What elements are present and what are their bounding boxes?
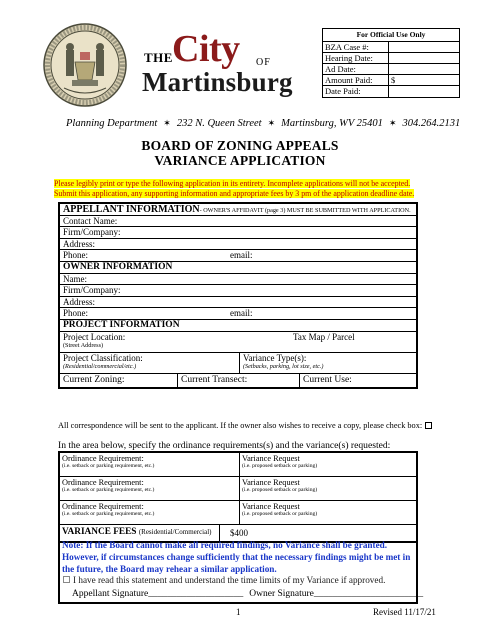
ordinance-requirement-label: Ordinance Requirement: (62, 454, 144, 463)
appellant-firm-field[interactable] (60, 227, 416, 239)
current-transect-cell[interactable] (178, 374, 300, 387)
notice-line-1: Please legibly print or type the following application in its entirety. Incomplete applications will not be accepted. (54, 179, 411, 188)
variance-request-label: Variance Request (242, 454, 300, 463)
official-value[interactable] (389, 64, 459, 74)
address-label: Address: (63, 296, 95, 307)
phone-label: Phone: (63, 308, 89, 319)
specify-instruction: In the area below, specify the ordinance requirements(s) and the variance(s) requested: (58, 440, 391, 451)
owner-heading: OWNER INFORMATION (63, 261, 173, 272)
variance-fees-label: VARIANCE FEES (62, 527, 137, 537)
name-label: Name: (63, 273, 87, 284)
variance-request-label: Variance Request (242, 478, 300, 487)
owner-signature-line[interactable]: Owner Signature_______________________ (249, 589, 424, 599)
official-use-box (322, 28, 460, 98)
variance-types-hint: (Setbacks, parking, lot size, etc.) (243, 362, 324, 370)
variance-request-cell[interactable] (240, 453, 416, 476)
owner-phone-row[interactable] (60, 308, 416, 320)
separator-icon: ✶ (267, 118, 276, 128)
application-form (58, 202, 418, 389)
current-zoning-cell[interactable] (60, 374, 178, 387)
instructions-notice (54, 179, 442, 199)
project-heading: PROJECT INFORMATION (63, 319, 180, 330)
official-value[interactable] (389, 42, 459, 52)
ordinance-requirement-hint: (i.e. setback or parking requirement, etc.) (62, 487, 155, 493)
firm-label: Firm/Company: (63, 227, 121, 238)
ordinance-requirement-label: Ordinance Requirement: (62, 502, 144, 511)
project-section-header (60, 320, 416, 332)
official-row-amount (323, 75, 459, 86)
official-value[interactable]: $ (391, 75, 396, 85)
logo-of: OF (256, 57, 271, 68)
project-location-label: Project Location: (63, 331, 126, 342)
ordinance-requirement-hint: (i.e. setback or parking requirement, etc.) (62, 511, 155, 517)
variance-types-label: Variance Type(s): (243, 352, 307, 363)
requirement-row (60, 501, 416, 525)
official-value[interactable] (389, 86, 459, 97)
ordinance-requirement-label: Ordinance Requirement: (62, 478, 144, 487)
notice-line-2: Submit this application, any supporting information and appropriate fees by 3 pm of the application deadline date. (54, 189, 415, 198)
owner-section-header (60, 262, 416, 274)
appellant-note: - OWNER'S AFFIDAVIT (page 3) MUST BE SUBMITTED WITH APPLICATION. (199, 207, 411, 214)
classification-label: Project Classification: (63, 352, 143, 363)
firm-label: Firm/Company: (63, 285, 121, 296)
board-findings-note: Note: If the Board cannot make all required findings, no Variance shall be granted. However, if circumstances change sufficiently that the necessary findings might be met in the future, the Board may rehear a similar application. (62, 540, 411, 574)
correspondence-text: All correspondence will be sent to the applicant. If the owner also wishes to receive a copy, please check box: (58, 421, 423, 430)
address-label: Address: (63, 238, 95, 249)
variance-request-label: Variance Request (242, 502, 300, 511)
variance-request-hint: (i.e. proposed setback or parking) (242, 511, 318, 517)
project-location-row[interactable] (60, 332, 416, 353)
tax-map-cell[interactable] (290, 332, 355, 352)
variance-fees-amount: $400 (230, 528, 248, 538)
contact-name-label: Contact Name: (63, 215, 118, 226)
acknowledgement-text: I have read this statement and understand the time limits of my Variance if approved. (73, 575, 386, 585)
separator-icon: ✶ (388, 118, 397, 128)
official-label: Amount Paid: (323, 75, 389, 85)
appellant-section-header (60, 204, 416, 216)
zoning-row (60, 374, 416, 387)
street-address: 232 N. Queen Street (176, 118, 262, 129)
current-use-label: Current Use: (303, 374, 352, 385)
phone-number: 304.264.2131 (402, 118, 461, 129)
page-number: 1 (236, 607, 241, 617)
separator-icon: ✶ (163, 118, 171, 128)
project-location-cell[interactable] (60, 332, 290, 352)
city-state-zip: Martinsburg, WV 25401 (281, 118, 383, 129)
requirement-row (60, 477, 416, 501)
ordinance-requirement-cell[interactable] (60, 477, 240, 500)
appellant-signature-line[interactable]: Appellant Signature____________________ (72, 589, 244, 599)
requirement-row (60, 453, 416, 477)
tax-map-label: Tax Map / Parcel (293, 331, 355, 342)
department-address (66, 118, 461, 129)
correspondence-statement (58, 421, 478, 430)
official-row-date-paid (323, 86, 459, 97)
variance-request-cell[interactable] (240, 501, 416, 524)
classification-hint: (Residential/commercial/etc.) (63, 362, 137, 370)
revision-date: Revised 11/17/21 (373, 607, 436, 617)
variance-types-cell[interactable] (240, 353, 323, 373)
variance-request-hint: (i.e. proposed setback or parking) (242, 487, 318, 493)
email-label: email: (230, 308, 253, 319)
official-use-title: For Official Use Only (323, 29, 459, 42)
appellant-phone-row[interactable] (60, 250, 416, 262)
logo-city: City (172, 28, 240, 70)
owner-copy-checkbox[interactable] (425, 422, 432, 429)
classification-cell[interactable] (60, 353, 240, 373)
owner-firm-field[interactable] (60, 285, 416, 297)
official-row-hearing (323, 53, 459, 64)
logo-martinsburg: Martinsburg (142, 67, 293, 97)
official-row-ad-date (323, 64, 459, 75)
owner-name-field[interactable] (60, 274, 416, 286)
requirements-table (58, 451, 418, 543)
document-title: BOARD OF ZONING APPEALS (141, 138, 339, 153)
contact-name-field[interactable] (60, 216, 416, 228)
official-label: Date Paid: (323, 86, 389, 97)
ordinance-requirement-cell[interactable] (60, 501, 240, 524)
variance-fees-hint: (Residential/Commercial) (138, 528, 212, 536)
current-transect-label: Current Transect: (181, 374, 248, 385)
appellant-heading: APPELLANT INFORMATION (63, 204, 200, 215)
current-use-cell[interactable] (300, 374, 416, 387)
email-label: email: (230, 250, 253, 261)
phone-label: Phone: (63, 250, 89, 261)
logo-the: THE (144, 50, 173, 65)
variance-request-cell[interactable] (240, 477, 416, 500)
ordinance-requirement-cell[interactable] (60, 453, 240, 476)
document-subtitle: VARIANCE APPLICATION (154, 153, 326, 168)
classification-row (60, 353, 416, 374)
official-row-case (323, 42, 459, 53)
appellant-address-field[interactable] (60, 239, 416, 251)
variance-request-hint: (i.e. proposed setback or parking) (242, 463, 318, 469)
official-label: Ad Date: (323, 64, 389, 74)
current-zoning-label: Current Zoning: (63, 374, 125, 385)
official-label: Hearing Date: (323, 53, 389, 63)
signature-row (72, 589, 423, 599)
city-seal (42, 22, 128, 108)
department-name: Planning Department (66, 118, 158, 129)
official-value[interactable] (389, 53, 459, 63)
project-location-hint: (Street Address) (63, 341, 104, 349)
acknowledgement-checkbox[interactable] (63, 576, 70, 583)
ordinance-requirement-hint: (i.e. setback or parking requirement, etc.) (62, 463, 155, 469)
acknowledgement-row (63, 575, 385, 585)
owner-address-field[interactable] (60, 297, 416, 309)
official-label: BZA Case #: (323, 42, 389, 52)
